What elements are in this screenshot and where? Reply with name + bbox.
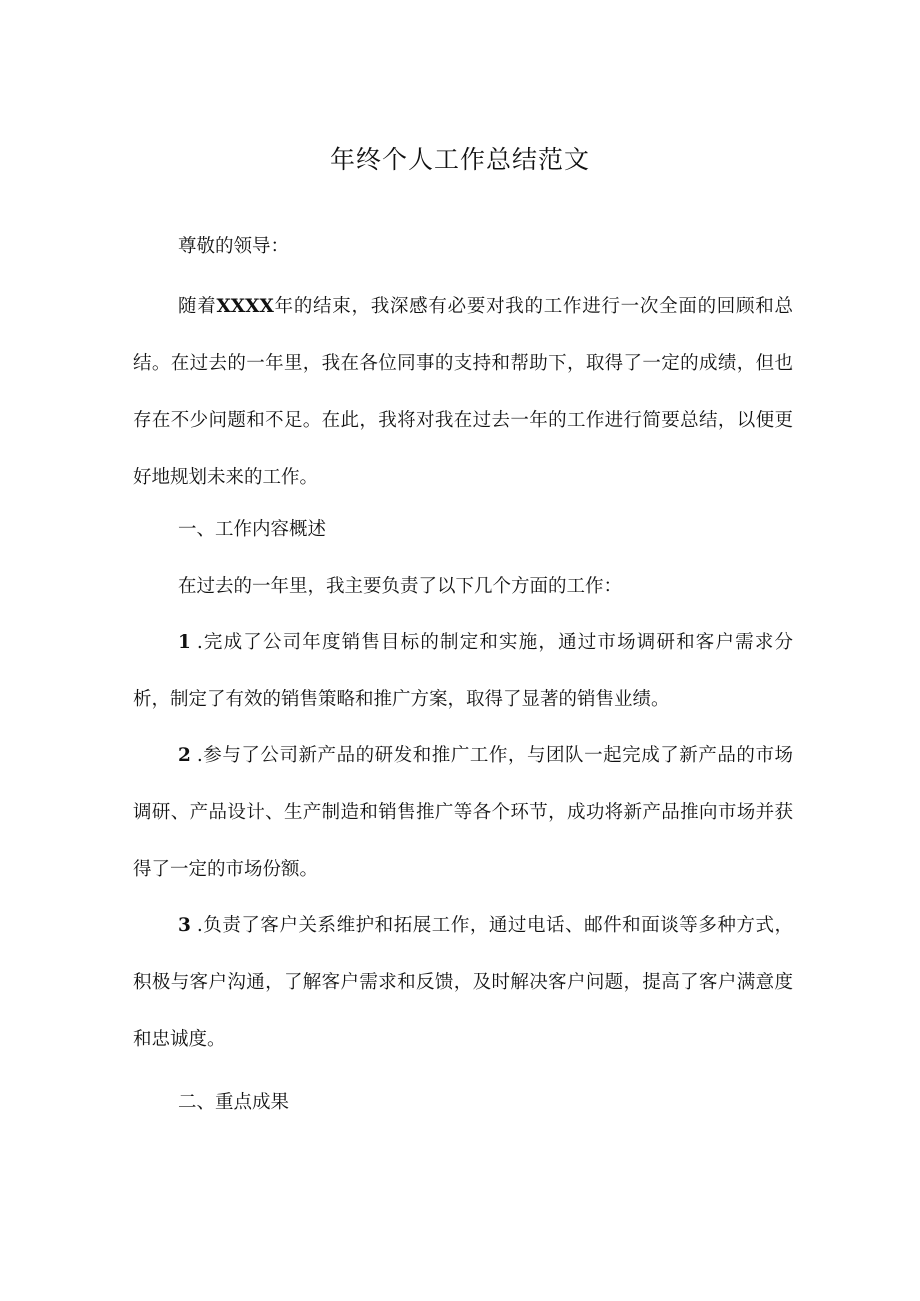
list-item-3 (133, 897, 793, 1068)
salutation: 尊敬的领导： (178, 236, 290, 257)
intro-prefix: 随着 (178, 296, 217, 317)
year-placeholder: XXXX (216, 296, 274, 317)
list-item-2 (133, 727, 793, 898)
list-item-number: 2 (178, 745, 191, 766)
list-item-text (133, 614, 793, 728)
list-item-body: .负责了客户关系维护和拓展工作，通过电话、邮件和面谈等多种方式，积极与客户沟通，了解客户需求和反馈，及时解决客户问题，提高了客户满意度和忠诚度。 (133, 915, 793, 1050)
list-item-1 (133, 614, 793, 728)
section1-lead: 在过去的一年里，我主要负责了以下几个方面的工作： (178, 576, 623, 597)
list-item-body: .完成了公司年度销售目标的制定和实施，通过市场调研和客户需求分析，制定了有效的销售策略和推广方案，取得了显著的销售业绩。 (133, 632, 793, 710)
list-item-body: .参与了公司新产品的研发和推广工作，与团队一起完成了新产品的市场调研、产品设计、生产制造和销售推广等各个环节，成功将新产品推向市场并获得了一定的市场份额。 (133, 745, 793, 880)
section1-heading: 一、工作内容概述 (178, 519, 327, 540)
section2-heading: 二、重点成果 (178, 1092, 290, 1113)
list-item-number: 1 (178, 632, 191, 653)
list-item-text (133, 897, 793, 1068)
intro-rest: 年的结束，我深感有必要对我的工作进行一次全面的回顾和总结。在过去的一年里，我在各位同事的支持和帮助下，取得了一定的成绩，但也存在不少问题和不足。在此，我将对我在过去一年的工作进行简要总结，以便更好地规划未来的工作。 (133, 296, 793, 488)
list-item-text (133, 727, 793, 898)
intro-paragraph (133, 278, 793, 506)
list-item-number: 3 (178, 915, 191, 936)
document-title: 年终个人工作总结范文 (329, 145, 590, 174)
intro-text (133, 278, 793, 506)
